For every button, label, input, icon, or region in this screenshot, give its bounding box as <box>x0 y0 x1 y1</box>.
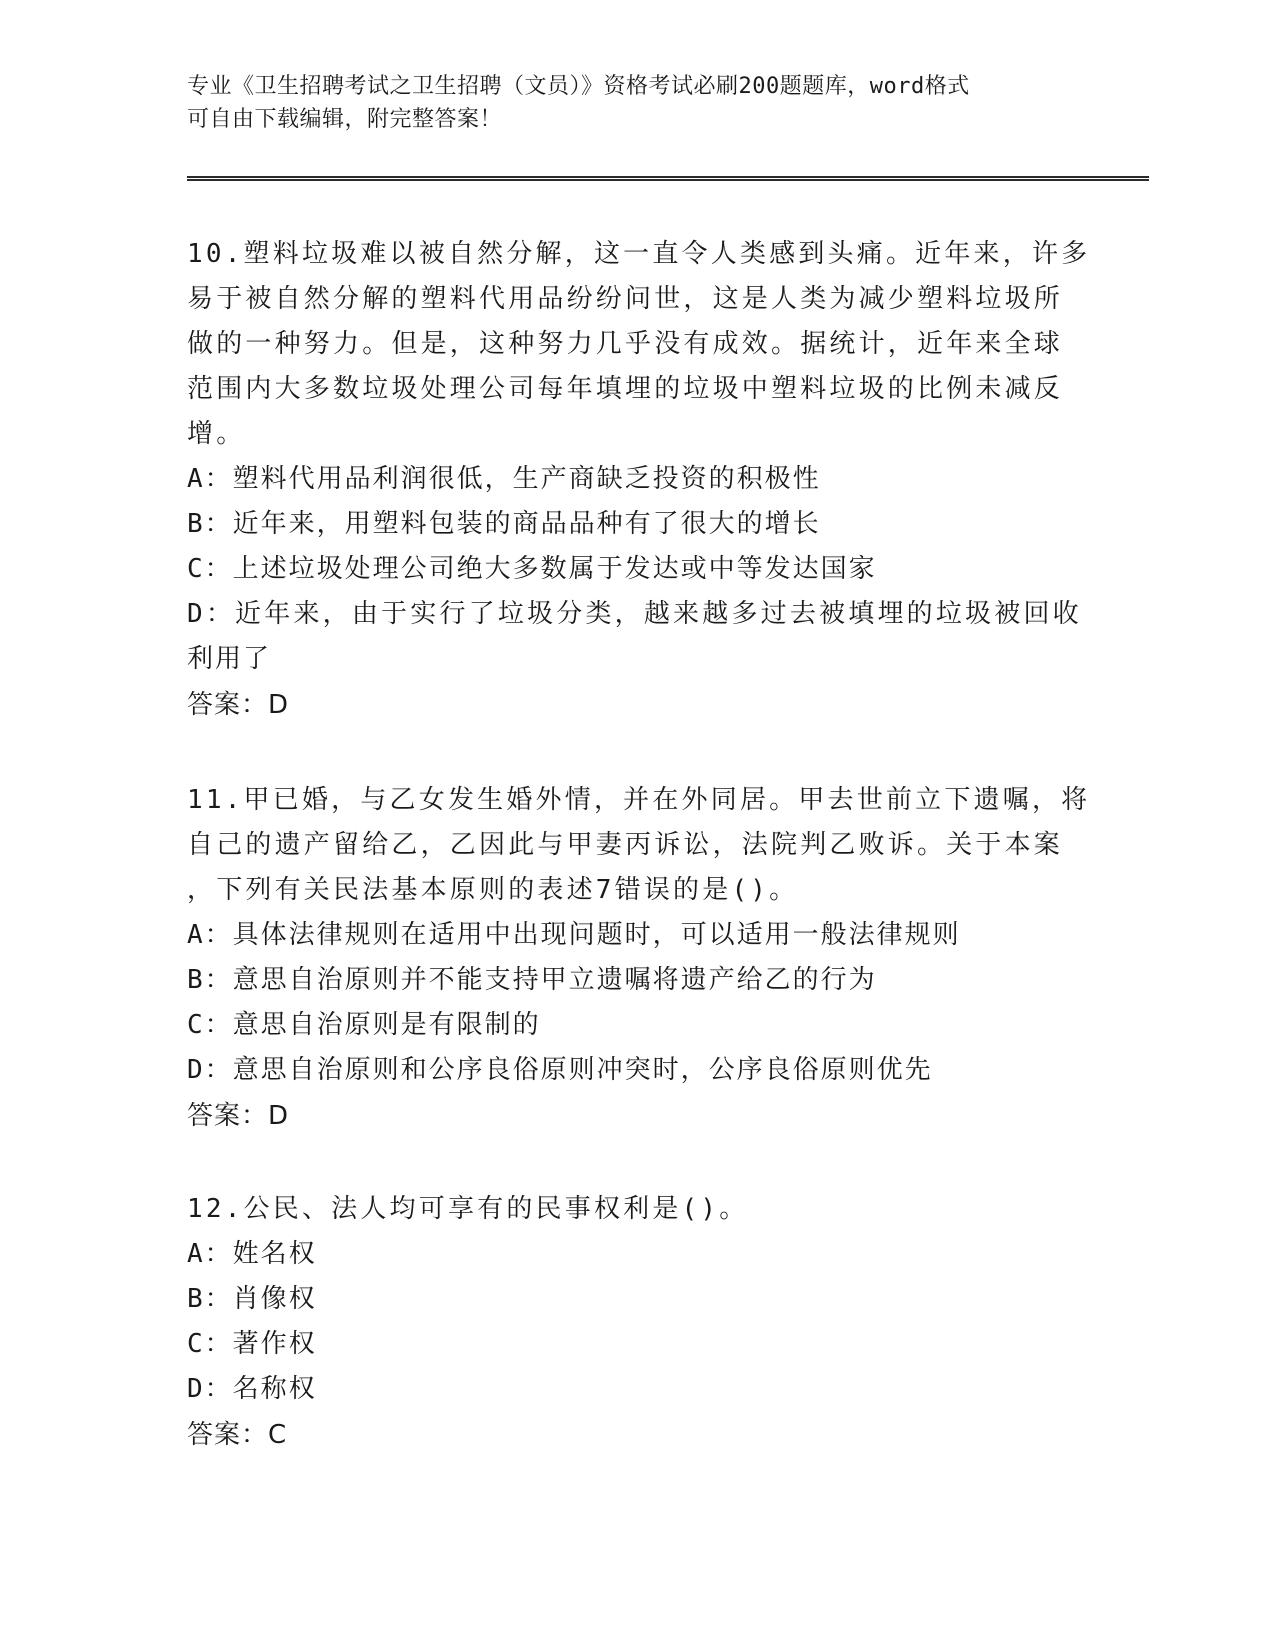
question-stem-line: 增。 <box>187 419 246 449</box>
question-stem-line: 10.塑料垃圾难以被自然分解，这一直令人类感到头痛。近年来，许多 <box>187 239 1091 269</box>
option-a: A：塑料代用品利润很低，生产商缺乏投资的积极性 <box>187 464 821 494</box>
question-stem-line: 做的一种努力。但是，这种努力几乎没有成效。据统计，近年来全球 <box>187 329 1064 359</box>
question-stem-line: 易于被自然分解的塑料代用品纷纷问世，这是人类为减少塑料垃圾所 <box>187 284 1064 314</box>
option-c: C：上述垃圾处理公司绝大多数属于发达或中等发达国家 <box>187 554 877 584</box>
question-11 <box>187 778 1091 1139</box>
document-header <box>187 70 1067 136</box>
option-d: D：意思自治原则和公序良俗原则冲突时，公序良俗原则优先 <box>187 1055 933 1085</box>
option-c: C：意思自治原则是有限制的 <box>187 1010 541 1040</box>
question-stem-line: ，下列有关民法基本原则的表述7错误的是()。 <box>187 875 799 905</box>
question-stem-line: 范围内大多数垃圾处理公司每年填埋的垃圾中塑料垃圾的比例未减反 <box>187 374 1064 404</box>
answer-label: 答案：D <box>187 690 290 720</box>
question-stem-line: 12.公民、法人均可享有的民事权利是()。 <box>187 1194 749 1224</box>
option-b: B：意思自治原则并不能支持甲立遗嘱将遗产给乙的行为 <box>187 965 877 995</box>
question-stem-line: 11.甲已婚，与乙女发生婚外情，并在外同居。甲去世前立下遗嘱，将 <box>187 785 1091 815</box>
option-a: A：具体法律规则在适用中出现问题时，可以适用一般法律规则 <box>187 920 961 950</box>
option-b: B：肖像权 <box>187 1284 317 1314</box>
option-b: B：近年来，用塑料包装的商品品种有了很大的增长 <box>187 509 821 539</box>
option-d: D：近年来，由于实行了垃圾分类，越来越多过去被填埋的垃圾被回收 <box>187 599 1082 629</box>
question-10 <box>187 232 1091 728</box>
header-line-2: 可自由下载编辑，附完整答案！ <box>187 107 503 132</box>
question-stem-line: 自己的遗产留给乙，乙因此与甲妻丙诉讼，法院判乙败诉。关于本案 <box>187 830 1064 860</box>
header-divider <box>187 176 1149 181</box>
option-d: D：名称权 <box>187 1374 317 1404</box>
header-line-1: 专业《卫生招聘考试之卫生招聘（文员）》资格考试必刷200题题库，word格式 <box>187 74 970 99</box>
option-a: A：姓名权 <box>187 1239 317 1269</box>
option-c: C：著作权 <box>187 1329 317 1359</box>
answer-label: 答案：D <box>187 1101 290 1131</box>
question-12 <box>187 1187 1067 1458</box>
answer-label: 答案：C <box>187 1420 288 1450</box>
option-d-continued: 利用了 <box>187 644 272 674</box>
